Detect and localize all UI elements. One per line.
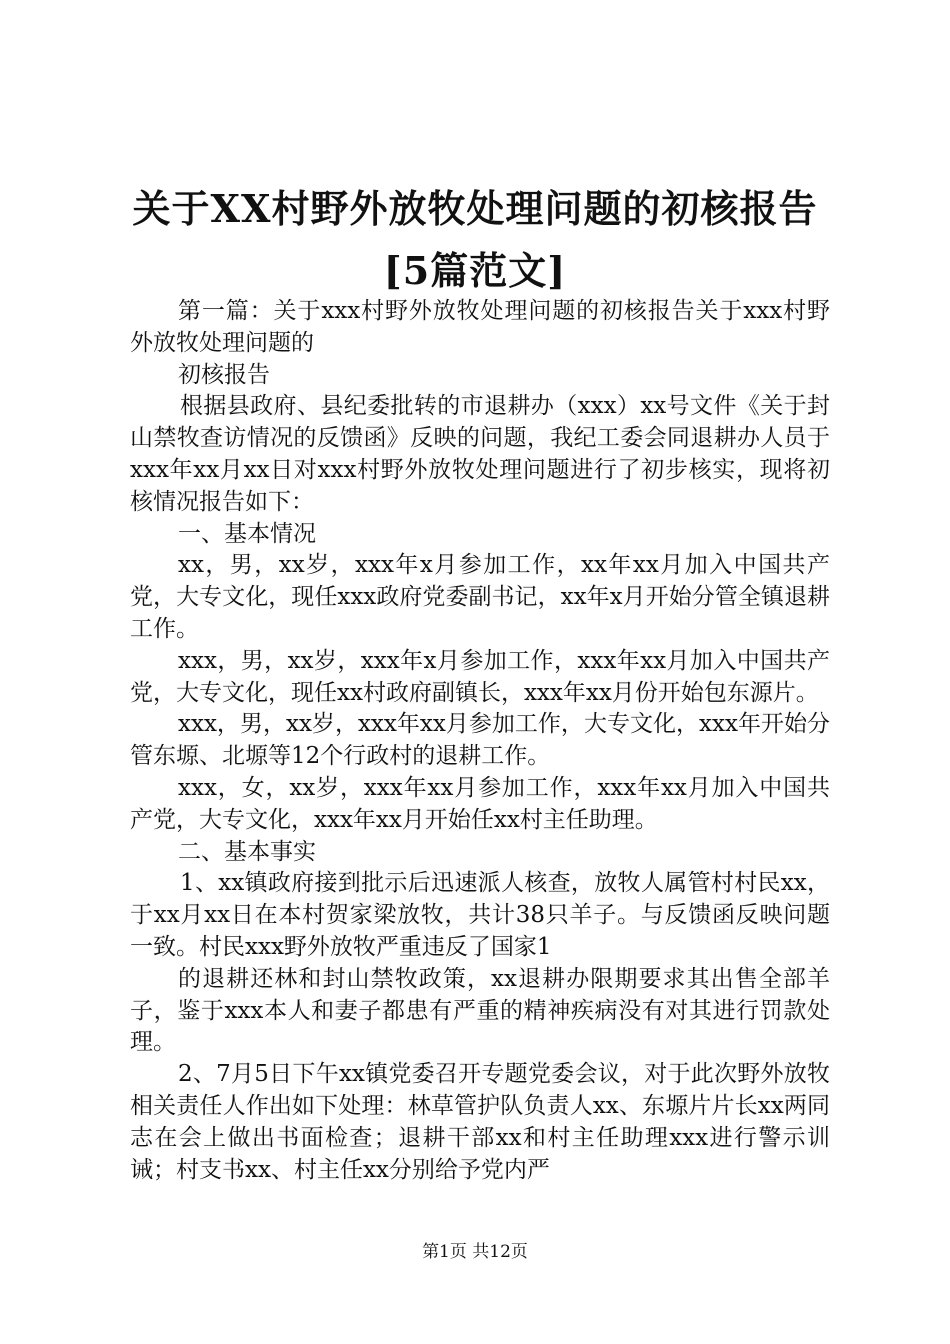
paragraph: 根据县政府、县纪委批转的市退耕办（xxx）xx号文件《关于封山禁牧查访情况的反馈函》反映的问题，我纪工委会同退耕办人员于xxx年xx月xx日对xxx村野外放牧处理问题进行了初步核实，现将初核情况报告如下： (130, 393, 830, 515)
page-number-footer: 第1页 共12页 (422, 1242, 528, 1262)
paragraph: xx，男，xx岁，xxx年x月参加工作，xx年xx月加入中国共产党，大专文化，现任xxx政府党委副书记，xx年x月开始分管全镇退耕工作。 (130, 552, 830, 642)
section-heading: 二、基本事实 (178, 838, 316, 865)
paragraph: 2、7月5日下午xx镇党委召开专题党委会议，对于此次野外放牧相关责任人作出如下处理：林草管护队负责人xx、东塬片片长xx两同志在会上做出书面检查；退耕干部xx和村主任助理xxx进行警示训诫；村支书xx、村主任xx分别给予党内严 (130, 1061, 830, 1183)
document-body (130, 296, 830, 1186)
document-title: 关于XX村野外放牧处理问题的初核报告[5篇范文] (132, 186, 818, 293)
paragraph: 初核报告 (178, 361, 270, 388)
paragraph: xxx，男，xx岁，xxx年x月参加工作，xxx年xx月加入中国共产党，大专文化，现任xx村政府副镇长，xxx年xx月份开始包东源片。 (130, 647, 830, 706)
paragraph: 第一篇：关于xxx村野外放牧处理问题的初核报告关于xxx村野外放牧处理问题的 (130, 298, 830, 356)
paragraph: xxx，女，xx岁，xxx年xx月参加工作，xxx年xx月加入中国共产党，大专文化，xxx年xx月开始任xx村主任助理。 (130, 774, 830, 833)
paragraph: xxx，男，xx岁，xxx年xx月参加工作，大专文化，xxx年开始分管东塬、北塬等12个行政村的退耕工作。 (130, 711, 830, 770)
paragraph: 的退耕还林和封山禁牧政策，xx退耕办限期要求其出售全部羊子，鉴于xxx本人和妻子都患有严重的精神疾病没有对其进行罚款处理。 (130, 965, 830, 1056)
paragraph: 1、xx镇政府接到批示后迅速派人核查，放牧人属管村村民xx，于xx月xx日在本村贺家梁放牧，共计38只羊子。与反馈函反映问题一致。村民xxx野外放牧严重违反了国家1 (130, 870, 830, 960)
section-heading: 一、基本情况 (178, 520, 316, 547)
